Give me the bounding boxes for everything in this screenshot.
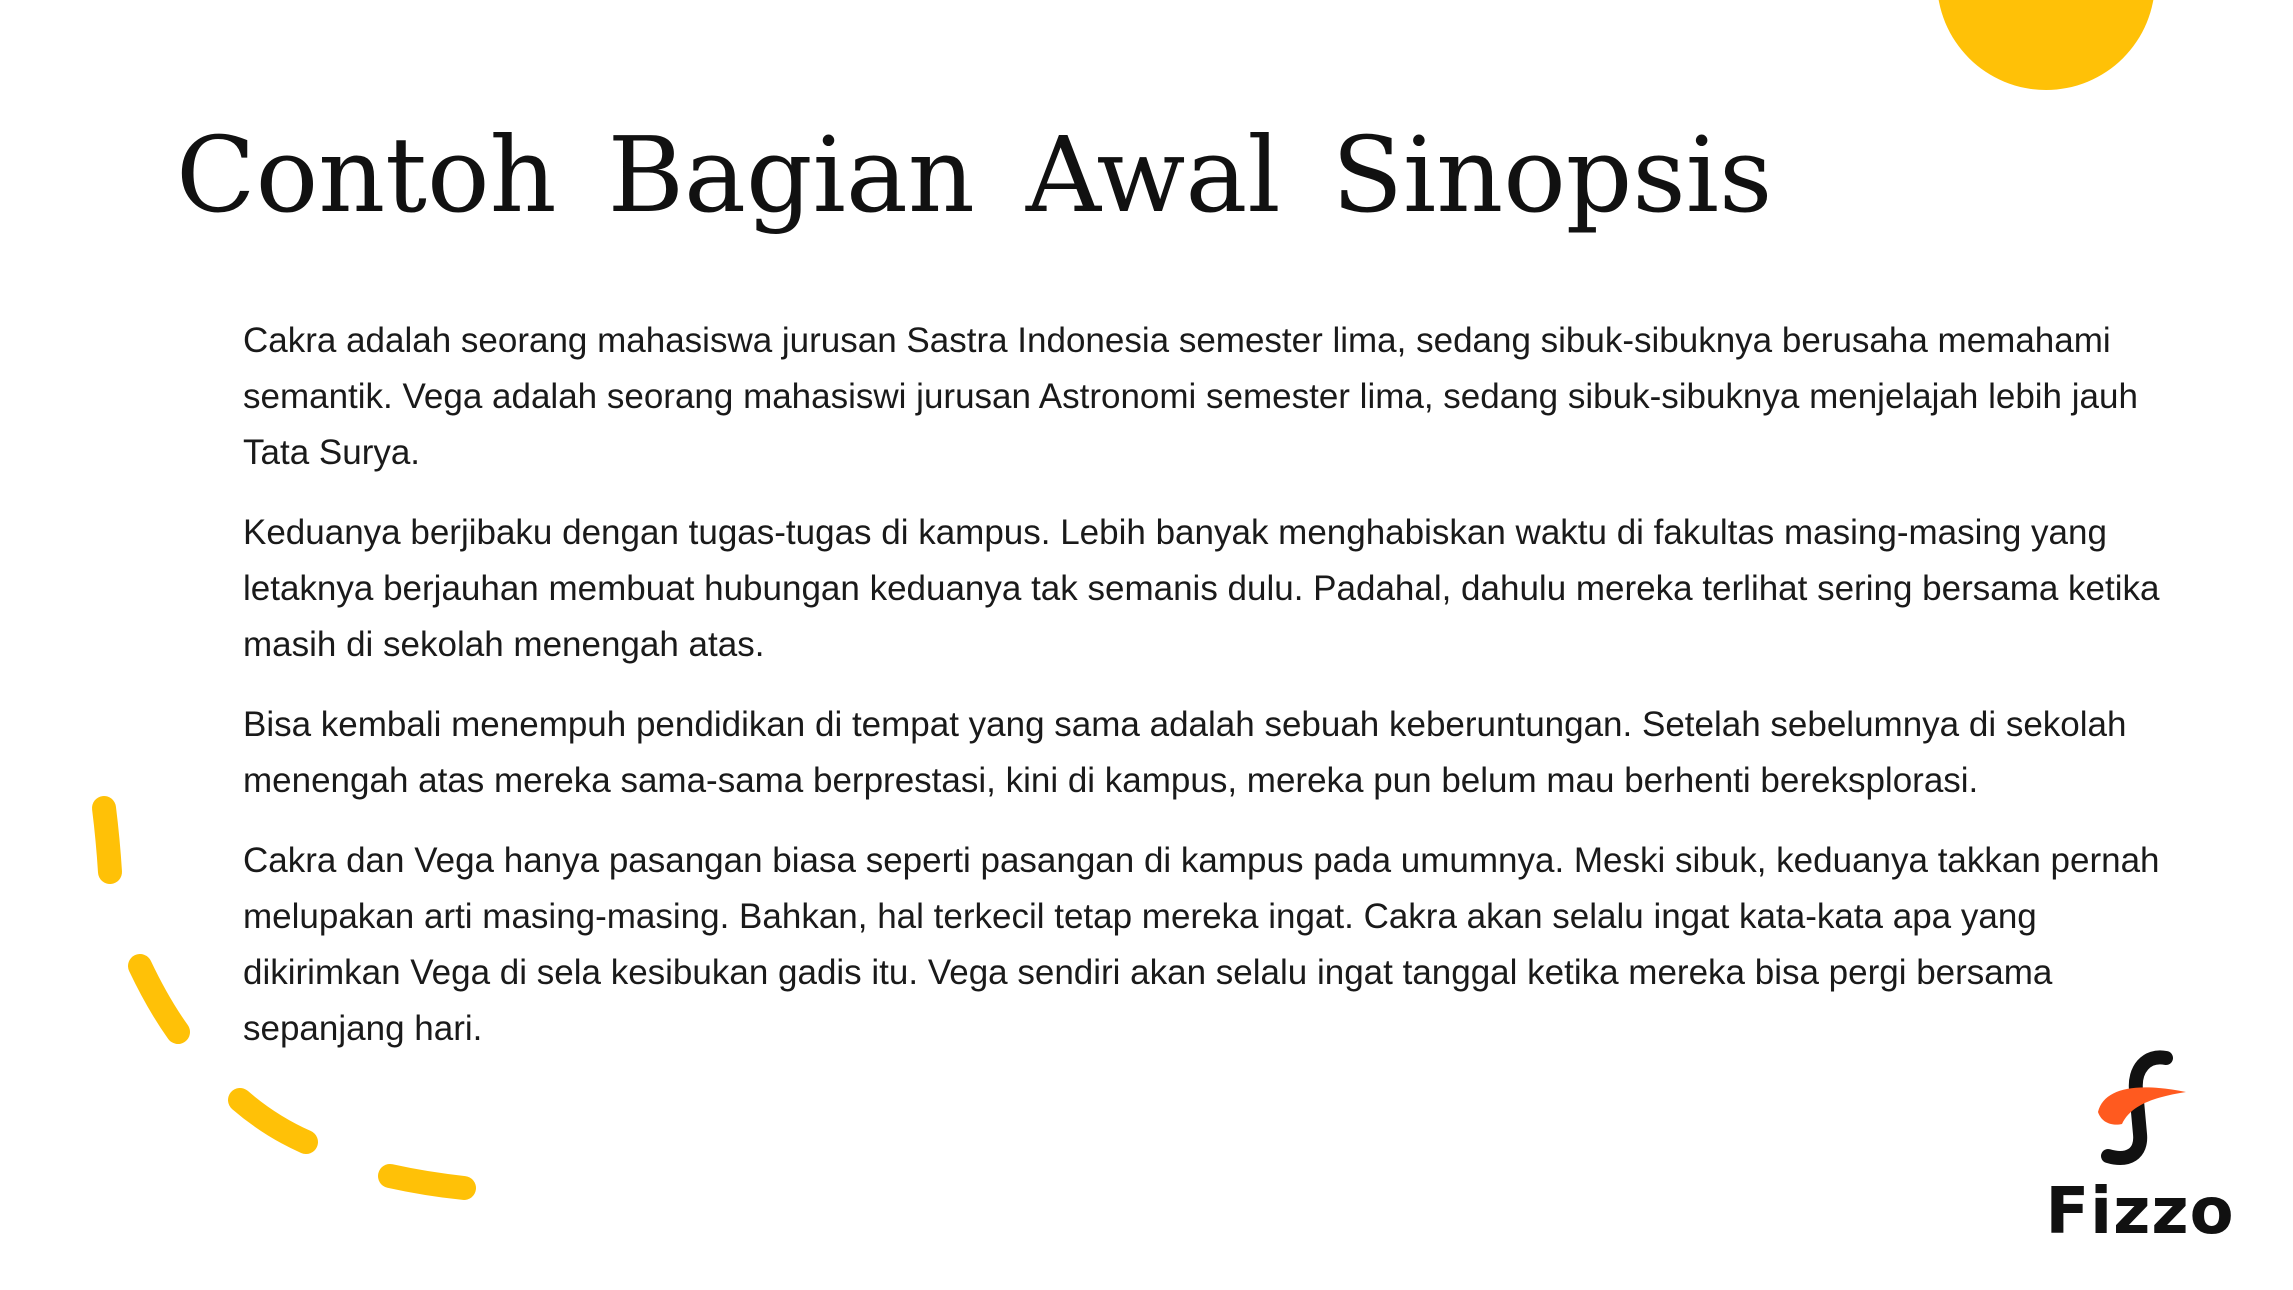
dash-segment	[240, 1100, 306, 1142]
dash-segment	[140, 966, 178, 1032]
paragraph-3: Bisa kembali menempuh pendidikan di tempat yang sama adalah sebuah keberuntungan. Setelah sebelumnya di sekolah menengah atas mereka sama-sama berprestasi, kini di kampus, mereka pun belum mau berhenti bereksplorasi.	[243, 705, 2127, 800]
decorative-yellow-circle	[1937, 0, 2155, 90]
paragraph-2: Keduanya berjibaku dengan tugas-tugas di kampus. Lebih banyak menghabiskan waktu di fakultas masing-masing yang letaknya berjauhan membuat hubungan keduanya tak semanis dulu. Padahal, dahulu mereka terlihat sering bersama ketika masih di sekolah menengah atas.	[243, 513, 2160, 664]
paragraph-1: Cakra adalah seorang mahasiswa jurusan Sastra Indonesia semester lima, sedang sibuk-sibuknya berusaha memahami semantik. Vega adalah seorang mahasiswi jurusan Astronomi semester lima, sedang sibuk-sibuknya menjelajah lebih jauh Tata Surya.	[243, 321, 2138, 472]
slide-title: Contoh Bagian Awal Sinopsis	[176, 114, 1773, 236]
fizzo-logo	[2040, 1048, 2240, 1258]
fizzo-f-logo-icon	[2088, 1048, 2198, 1168]
synopsis-body	[243, 313, 2183, 1081]
dash-segment	[390, 1176, 464, 1188]
paragraph-4: Cakra dan Vega hanya pasangan biasa seperti pasangan di kampus pada umumnya. Meski sibuk, keduanya takkan pernah melupakan arti masing-masing. Bahkan, hal terkecil tetap mereka ingat. Cakra akan selalu ingat kata-kata apa yang dikirimkan Vega di sela kesibukan gadis itu. Vega sendiri akan selalu ingat tanggal ketika mereka bisa pergi bersama sepanjang hari.	[243, 841, 2160, 1048]
dash-segment	[104, 808, 110, 872]
fizzo-logo-text: Fizzo	[2045, 1175, 2235, 1249]
